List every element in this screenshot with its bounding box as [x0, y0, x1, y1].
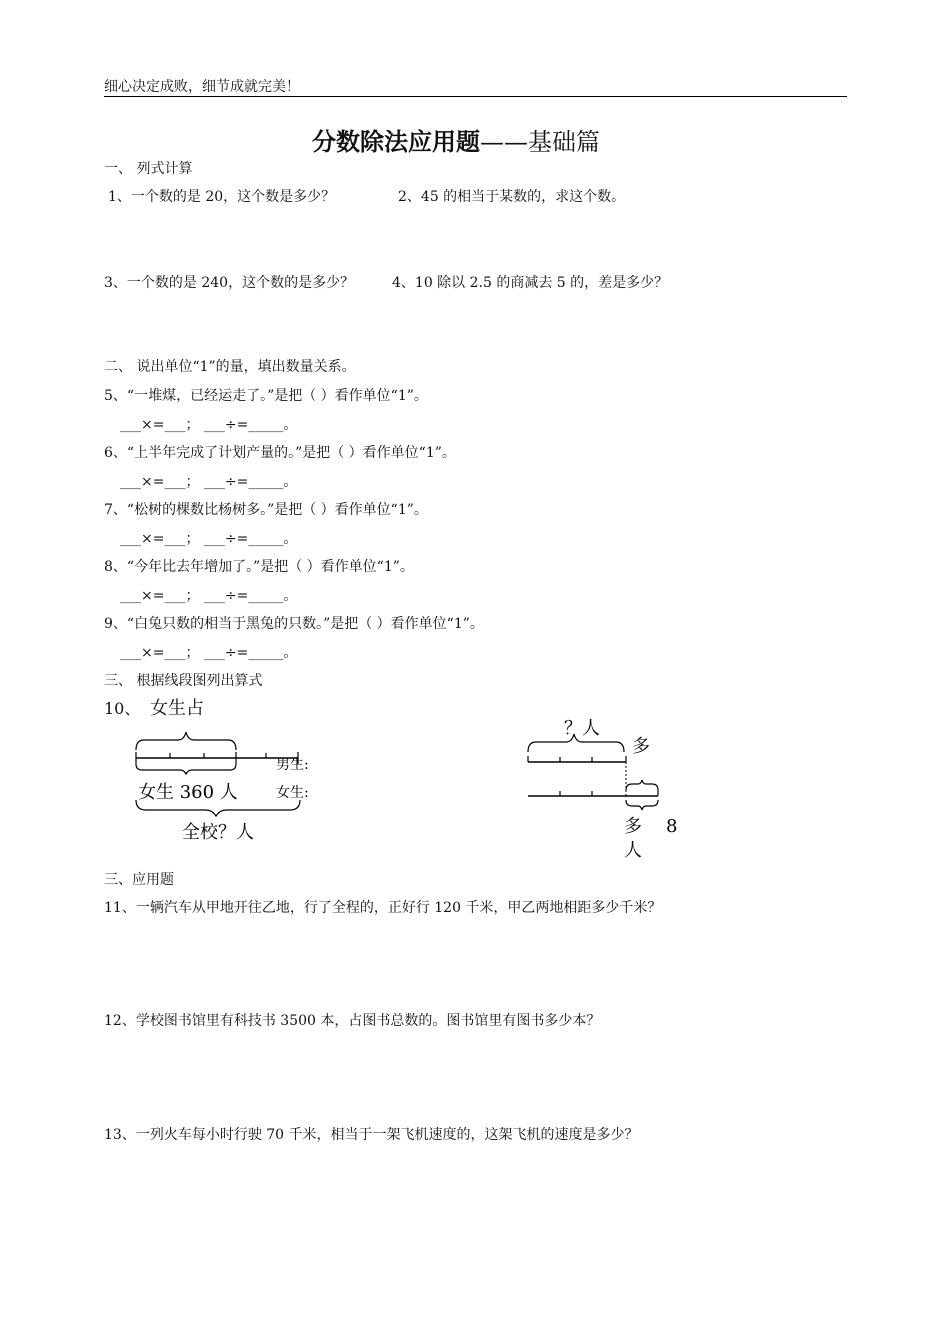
section3-heading: 三、 根据线段图列出算式	[104, 673, 263, 689]
label-eight: 8	[666, 816, 678, 837]
brace-extra-bottom	[626, 800, 658, 810]
formula-8: ___×=___； ___÷=_____。	[120, 588, 298, 604]
question-1: 1、一个数的是 20，这个数是多少？	[108, 189, 336, 205]
question-12: 12、学校图书馆里有科技书 3500 本，占图书总数的。图书馆里有图书多少本？	[104, 1013, 601, 1029]
brace-girl	[136, 764, 236, 774]
question-3: 3、一个数的是 240，这个数的是多少？	[104, 275, 355, 291]
label-girl-count: 女生 360 人	[138, 782, 238, 803]
question-11: 11、一辆汽车从甲地开往乙地，行了全程的，正好行 120 千米，甲乙两地相距多少千米？	[104, 900, 662, 916]
question-10-text: 女生占	[150, 698, 204, 719]
question-8: 8、“今年比去年增加了。”是把（ ）看作单位“1”。	[104, 559, 414, 575]
question-6: 6、“上半年完成了计划产量的。”是把（ ）看作单位“1”。	[104, 445, 456, 461]
label-total: 全校？人	[182, 822, 254, 843]
formula-5: ___×=___； ___÷=_____。	[120, 417, 298, 433]
formula-6: ___×=___； ___÷=_____。	[120, 474, 298, 490]
question-5: 5、“一堆煤，已经运走了。”是把（ ）看作单位“1”。	[104, 388, 428, 404]
brace-top	[136, 732, 236, 750]
label-girl: 女生:	[276, 785, 309, 801]
diagram-right	[520, 712, 720, 862]
question-10-label: 10、	[104, 699, 141, 718]
label-boy: 男生:	[276, 757, 309, 773]
title-main: 分数除法应用题	[312, 127, 480, 156]
formula-9: ___×=___； ___÷=_____。	[120, 645, 298, 661]
header-rule	[104, 96, 847, 97]
brace-extra-top	[626, 780, 658, 790]
title-sub: ——基础篇	[480, 128, 600, 156]
section2-heading: 二、 说出单位“1”的量，填出数量关系。	[104, 359, 356, 375]
section1-heading: 一、 列式计算	[104, 161, 193, 177]
question-9: 9、“白兔只数的相当于黑兔的只数。”是把（ ）看作单位“1”。	[104, 616, 484, 632]
formula-7: ___×=___； ___÷=_____。	[120, 531, 298, 547]
page-title	[312, 122, 600, 157]
label-unknown: ？人	[564, 718, 600, 739]
label-more-2: 多	[624, 816, 642, 837]
label-more: 多	[632, 736, 650, 757]
question-4: 4、10 除以 2.5 的商减去 5 的，差是多少？	[392, 275, 669, 291]
section4-heading: 三、应用题	[104, 872, 174, 888]
diagram-left	[130, 730, 330, 845]
label-person: 人	[624, 840, 642, 861]
question-2: 2、45 的相当于某数的，求这个数。	[398, 189, 626, 205]
question-7: 7、“松树的棵数比杨树多。”是把（ ）看作单位“1”。	[104, 502, 428, 518]
header-motto: 细心决定成败，细节成就完美！	[104, 79, 300, 95]
question-13: 13、一列火车每小时行驶 70 千米，相当于一架飞机速度的，这架飞机的速度是多少？	[104, 1127, 639, 1143]
